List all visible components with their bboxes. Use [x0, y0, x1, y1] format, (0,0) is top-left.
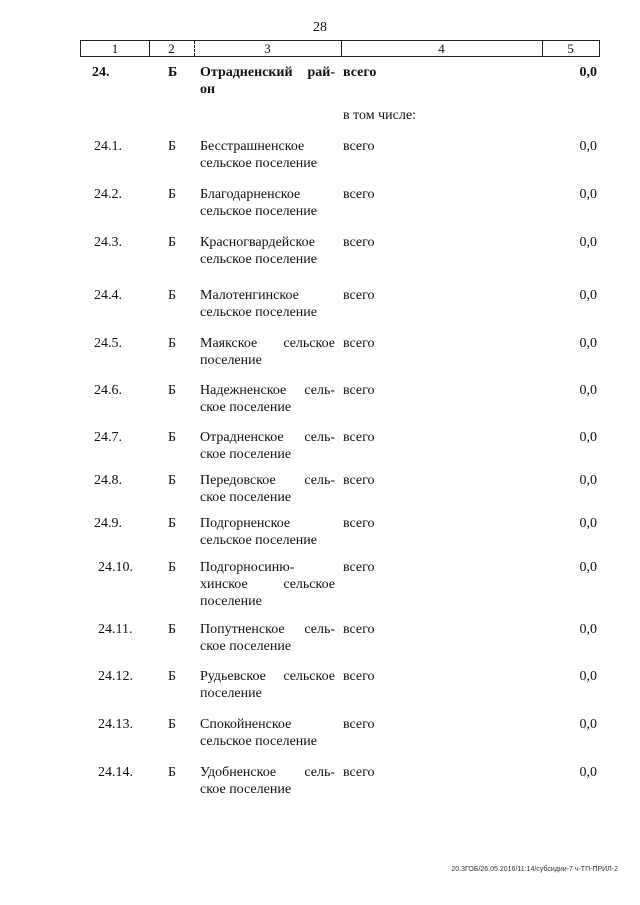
row-number: 24.11. — [98, 622, 133, 637]
row-name: Рудьевское сельское поселение — [200, 669, 335, 701]
row-total-label: всего — [343, 516, 375, 531]
row-value: 0,0 — [579, 139, 597, 154]
row-category: Б — [168, 430, 177, 445]
row-number: 24.2. — [94, 187, 122, 202]
row-category: Б — [168, 622, 177, 637]
row-category: Б — [168, 336, 177, 351]
row-total-label: всего — [343, 139, 375, 154]
row-value: 0,0 — [579, 430, 597, 445]
row-name: Передовское сель-ское поселение — [200, 473, 335, 505]
header-col-5: 5 — [567, 41, 574, 56]
row-category: Б — [168, 717, 177, 732]
header-col-3: 3 — [264, 41, 271, 56]
row-total-label: всего — [343, 235, 375, 250]
row-name: Отрадненский рай-он — [200, 65, 335, 97]
row-name: Отрадненское сель-ское поселение — [200, 430, 335, 462]
row-number: 24.3. — [94, 235, 122, 250]
row-value: 0,0 — [579, 765, 597, 780]
row-value: 0,0 — [579, 187, 597, 202]
row-total-label: всего — [343, 560, 375, 575]
row-name: Красногвардейское сельское поселение — [200, 235, 317, 267]
row-number: 24.1. — [94, 139, 122, 154]
row-category: Б — [168, 560, 177, 575]
row-total-label: всего — [343, 383, 375, 398]
row-name: Бесстрашненское сельское поселение — [200, 139, 317, 171]
row-name: Малотенгинское сельское поселение — [200, 288, 317, 320]
row-total-label: всего — [343, 669, 375, 684]
row-category: Б — [168, 187, 177, 202]
row-total-label: всего — [343, 430, 375, 445]
document-footer: 20.3ГОБ/26.05.2016/11:14/субсидии-7 ч-ТП-ПРИЛ-2 — [451, 866, 618, 873]
row-name: Благодарненское сельское поселение — [200, 187, 317, 219]
row-total-label: всего — [343, 336, 375, 351]
row-name: Попутненское сель-ское поселение — [200, 622, 335, 654]
row-value: 0,0 — [579, 65, 597, 80]
row-total-label: всего — [343, 65, 377, 80]
row-name: Удобненское сель-ское поселение — [200, 765, 335, 797]
row-total-label: всего — [343, 717, 375, 732]
row-number: 24. — [92, 65, 110, 80]
row-total-label: всего — [343, 622, 375, 637]
row-category: Б — [168, 288, 177, 303]
row-category: Б — [168, 765, 177, 780]
row-name: Спокойненское сельское поселение — [200, 717, 317, 749]
row-value: 0,0 — [579, 560, 597, 575]
row-number: 24.12. — [98, 669, 133, 684]
row-category: Б — [168, 139, 177, 154]
row-value: 0,0 — [579, 473, 597, 488]
row-total-label: всего — [343, 187, 375, 202]
row-value: 0,0 — [579, 717, 597, 732]
header-col-4: 4 — [438, 41, 445, 56]
row-category: Б — [168, 65, 178, 80]
row-value: 0,0 — [579, 288, 597, 303]
row-number: 24.10. — [98, 560, 133, 575]
row-value: 0,0 — [579, 336, 597, 351]
row-category: Б — [168, 473, 177, 488]
header-col-1: 1 — [111, 41, 119, 56]
row-number: 24.5. — [94, 336, 122, 351]
row-name: Маякское сельское поселение — [200, 336, 335, 368]
page-number: 28 — [313, 20, 327, 35]
row-number: 24.9. — [94, 516, 122, 531]
row-value: 0,0 — [579, 622, 597, 637]
row-value: 0,0 — [579, 669, 597, 684]
row-total-label: всего — [343, 288, 375, 303]
row-value: 0,0 — [579, 383, 597, 398]
row-category: Б — [168, 669, 177, 684]
row-total-label: всего — [343, 473, 375, 488]
row-category: Б — [168, 235, 177, 250]
row-number: 24.6. — [94, 383, 122, 398]
row-category: Б — [168, 516, 177, 531]
row-number: 24.7. — [94, 430, 122, 445]
row-name: Подгорносиню-хинское сельское поселение — [200, 560, 335, 609]
row-total-label: всего — [343, 765, 375, 780]
row-number: 24.4. — [94, 288, 122, 303]
table-header — [80, 40, 600, 57]
row-name: Подгорненское сельское поселение — [200, 516, 317, 548]
row-number: 24.13. — [98, 717, 133, 732]
row-number: 24.8. — [94, 473, 122, 488]
row-value: 0,0 — [579, 516, 597, 531]
including-label: в том числе: — [343, 108, 416, 123]
row-number: 24.14. — [98, 765, 133, 780]
header-col-2: 2 — [168, 41, 175, 56]
row-value: 0,0 — [579, 235, 597, 250]
row-category: Б — [168, 383, 177, 398]
row-name: Надежненское сель-ское поселение — [200, 383, 335, 415]
